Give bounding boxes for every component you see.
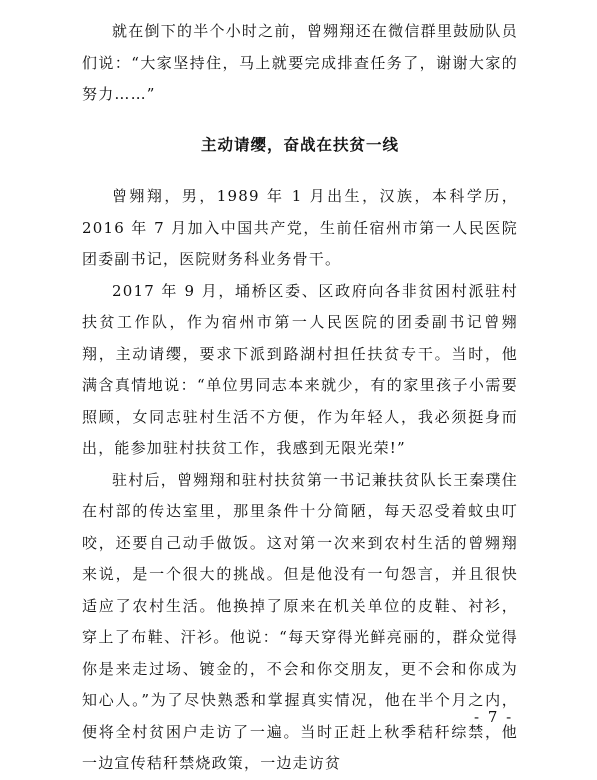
intro-paragraph: 就在倒下的半个小时之前，曾翙翔还在微信群里鼓励队员们说：“大家坚持住，马上就要完成排查任务了，谢谢大家的努力……” (82, 22, 518, 103)
body-paragraph: 2017 年 9 月，埇桥区委、区政府向各非贫困村派驻村扶贫工作队，作为宿州市第一人民医院的团委副书记曾翙翔，主动请缨，要求下派到路湖村担任扶贫专干。当时，他满含真情地说：“单位男同志本来就少，有的家里孩子小需要照顾，女同志驻村生活不方便，作为年轻人，我必须挺身而出，能参加驻村扶贫工作，我感到无限光荣!” (82, 281, 518, 457)
intro-text-block (82, 16, 518, 111)
page-number: - 7 - (474, 708, 514, 726)
body-paragraph: 曾翙翔，男，1989 年 1 月出生，汉族，本科学历，2016 年 7 月加入中国共产党，生前任宿州市第一人民医院团委副书记，医院财务科业务骨干。 (82, 187, 518, 268)
section-heading: 主动请缨，奋战在扶贫一线 (200, 136, 399, 154)
body-paragraph: 驻村后，曾翙翔和驻村扶贫第一书记兼扶贫队长王秦璞住在村部的传达室里，那里条件十分简陋，每天忍受着蚊虫叮咬，还要自己动手做饭。这对第一次来到农村生活的曾翙翔来说，是一个很大的挑战。但是他没有一句怨言，并且很快适应了农村生活。他换掉了原来在机关单位的皮鞋、衬衫，穿上了布鞋、汗衫。他说：“每天穿得光鲜亮丽的，群众觉得你是来走过场、镀金的，不会和你交朋友，更不会和你成为知心人。”为了尽快熟悉和掌握真实情况，他在半个月之内，便将全村贫困户走访了一遍。当时正赶上秋季秸秆综禁，他一边宣传秸秆禁烧政策，一边走访贫 (82, 470, 518, 772)
body-text-block (82, 181, 518, 780)
